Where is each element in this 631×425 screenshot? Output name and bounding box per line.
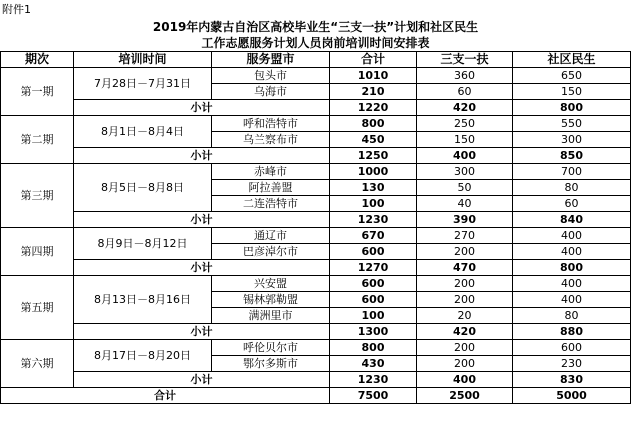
row-sanzhi: 200 — [417, 292, 513, 308]
row-shequ: 400 — [513, 276, 631, 292]
table-row — [1, 116, 631, 132]
period-dates: 8月9日－8月12日 — [74, 228, 212, 260]
row-shequ: 600 — [513, 340, 631, 356]
training-schedule-table — [0, 51, 631, 404]
period-dates: 8月17日－8月20日 — [74, 340, 212, 372]
row-total: 450 — [330, 132, 417, 148]
grand-total-total: 7500 — [330, 388, 417, 404]
city-name: 满洲里市 — [212, 308, 330, 324]
header-total: 合计 — [330, 52, 417, 68]
subtotal-total: 1230 — [330, 372, 417, 388]
row-sanzhi: 300 — [417, 164, 513, 180]
row-shequ: 550 — [513, 116, 631, 132]
city-name: 兴安盟 — [212, 276, 330, 292]
subtotal-total: 1270 — [330, 260, 417, 276]
city-name: 包头市 — [212, 68, 330, 84]
row-sanzhi: 60 — [417, 84, 513, 100]
table-header-row — [1, 52, 631, 68]
subtotal-sanzhi: 400 — [417, 148, 513, 164]
row-sanzhi: 50 — [417, 180, 513, 196]
header-shequ: 社区民生 — [513, 52, 631, 68]
subtotal-shequ: 800 — [513, 100, 631, 116]
header-city: 服务盟市 — [212, 52, 330, 68]
subtotal-row — [1, 100, 631, 116]
subtotal-label: 小计 — [74, 372, 330, 388]
subtotal-sanzhi: 400 — [417, 372, 513, 388]
row-sanzhi: 200 — [417, 244, 513, 260]
period-name: 第一期 — [1, 68, 74, 116]
subtotal-shequ: 840 — [513, 212, 631, 228]
subtotal-total: 1300 — [330, 324, 417, 340]
city-name: 呼和浩特市 — [212, 116, 330, 132]
subtotal-sanzhi: 470 — [417, 260, 513, 276]
row-total: 600 — [330, 276, 417, 292]
grand-total-row — [1, 388, 631, 404]
row-shequ: 650 — [513, 68, 631, 84]
period-name: 第四期 — [1, 228, 74, 276]
city-name: 乌海市 — [212, 84, 330, 100]
row-total: 1010 — [330, 68, 417, 84]
header-period: 期次 — [1, 52, 74, 68]
row-sanzhi: 200 — [417, 340, 513, 356]
row-total: 800 — [330, 116, 417, 132]
period-dates: 7月28日－7月31日 — [74, 68, 212, 100]
city-name: 锡林郭勒盟 — [212, 292, 330, 308]
header-dates: 培训时间 — [74, 52, 212, 68]
city-name: 赤峰市 — [212, 164, 330, 180]
row-shequ: 150 — [513, 84, 631, 100]
row-total: 100 — [330, 308, 417, 324]
city-name: 二连浩特市 — [212, 196, 330, 212]
row-total: 130 — [330, 180, 417, 196]
city-name: 乌兰察布市 — [212, 132, 330, 148]
subtotal-total: 1250 — [330, 148, 417, 164]
period-dates: 8月5日－8月8日 — [74, 164, 212, 212]
attachment-label: 附件1 — [2, 3, 31, 16]
row-shequ: 230 — [513, 356, 631, 372]
subtotal-shequ: 850 — [513, 148, 631, 164]
row-shequ: 80 — [513, 308, 631, 324]
row-sanzhi: 20 — [417, 308, 513, 324]
subtotal-total: 1220 — [330, 100, 417, 116]
grand-total-shequ: 5000 — [513, 388, 631, 404]
table-row — [1, 276, 631, 292]
subtotal-label: 小计 — [74, 100, 330, 116]
row-shequ: 80 — [513, 180, 631, 196]
grand-total-label: 合计 — [1, 388, 330, 404]
city-name: 鄂尔多斯市 — [212, 356, 330, 372]
row-total: 210 — [330, 84, 417, 100]
row-shequ: 700 — [513, 164, 631, 180]
subtotal-total: 1230 — [330, 212, 417, 228]
period-name: 第六期 — [1, 340, 74, 388]
row-shequ: 300 — [513, 132, 631, 148]
row-sanzhi: 150 — [417, 132, 513, 148]
document-title-line-1: 2019年内蒙古自治区高校毕业生“三支一扶”计划和社区民生 — [152, 20, 479, 34]
row-total: 800 — [330, 340, 417, 356]
row-sanzhi: 360 — [417, 68, 513, 84]
subtotal-label: 小计 — [74, 260, 330, 276]
city-name: 阿拉善盟 — [212, 180, 330, 196]
row-shequ: 400 — [513, 244, 631, 260]
subtotal-label: 小计 — [74, 148, 330, 164]
row-total: 430 — [330, 356, 417, 372]
row-sanzhi: 200 — [417, 276, 513, 292]
period-dates: 8月1日－8月4日 — [74, 116, 212, 148]
period-name: 第二期 — [1, 116, 74, 164]
period-name: 第五期 — [1, 276, 74, 340]
subtotal-row — [1, 372, 631, 388]
period-dates: 8月13日－8月16日 — [74, 276, 212, 324]
subtotal-label: 小计 — [74, 324, 330, 340]
subtotal-sanzhi: 390 — [417, 212, 513, 228]
row-shequ: 400 — [513, 228, 631, 244]
period-name: 第三期 — [1, 164, 74, 228]
row-total: 1000 — [330, 164, 417, 180]
row-shequ: 60 — [513, 196, 631, 212]
subtotal-label: 小计 — [74, 212, 330, 228]
table-row — [1, 68, 631, 84]
subtotal-sanzhi: 420 — [417, 100, 513, 116]
table-row — [1, 340, 631, 356]
row-sanzhi: 40 — [417, 196, 513, 212]
row-sanzhi: 270 — [417, 228, 513, 244]
row-total: 600 — [330, 244, 417, 260]
city-name: 巴彦淖尔市 — [212, 244, 330, 260]
row-total: 100 — [330, 196, 417, 212]
subtotal-row — [1, 324, 631, 340]
grand-total-sanzhi: 2500 — [417, 388, 513, 404]
subtotal-shequ: 800 — [513, 260, 631, 276]
subtotal-row — [1, 260, 631, 276]
table-row — [1, 228, 631, 244]
header-sanzhi: 三支一扶 — [417, 52, 513, 68]
city-name: 通辽市 — [212, 228, 330, 244]
row-total: 670 — [330, 228, 417, 244]
city-name: 呼伦贝尔市 — [212, 340, 330, 356]
subtotal-shequ: 830 — [513, 372, 631, 388]
table-row — [1, 164, 631, 180]
row-sanzhi: 200 — [417, 356, 513, 372]
row-total: 600 — [330, 292, 417, 308]
row-shequ: 400 — [513, 292, 631, 308]
document-title-line-2: 工作志愿服务计划人员岗前培训时间安排表 — [201, 36, 430, 50]
subtotal-row — [1, 212, 631, 228]
subtotal-shequ: 880 — [513, 324, 631, 340]
subtotal-row — [1, 148, 631, 164]
subtotal-sanzhi: 420 — [417, 324, 513, 340]
row-sanzhi: 250 — [417, 116, 513, 132]
